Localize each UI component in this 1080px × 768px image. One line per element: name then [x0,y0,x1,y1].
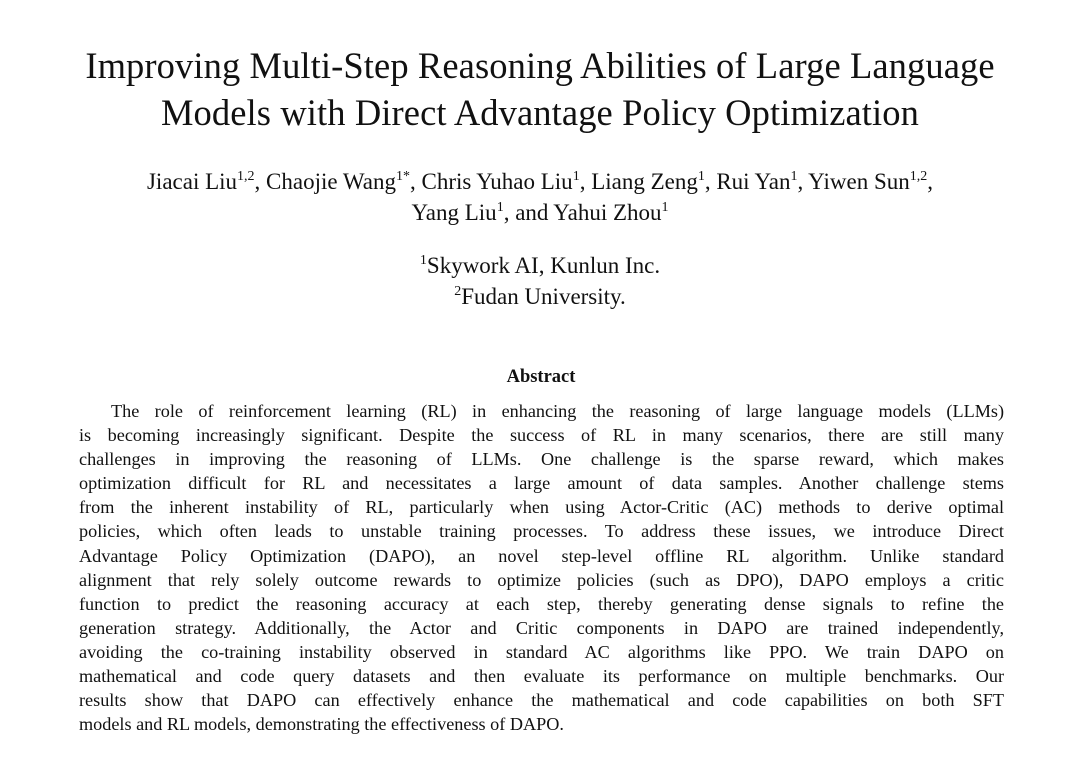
author-name: Yang Liu [411,200,497,225]
abstract-line: generation strategy. Additionally, the Actor and Critic components in DAPO are trained independently, [79,617,1004,638]
abstract-line: alignment that rely solely outcome rewards to optimize policies (such as DPO), DAPO employs a critic [79,569,1004,590]
author-affiliation-mark: 1 [661,200,669,215]
paper-title-line: Improving Multi-Step Reasoning Abilities of Large Language [85,45,995,86]
author-name: Jiacai Liu [146,169,238,194]
affiliation-name: Skywork AI, Kunlun Inc. [426,253,661,278]
author-separator: , [704,169,717,194]
author-affiliation-mark: 1,2 [909,169,928,184]
author-affiliation-mark: 1 [697,169,705,184]
abstract-line: results show that DAPO can effectively enhance the mathematical and code capabilities on both SFT [79,690,1004,711]
author-separator: , [797,169,809,194]
author-name: Yahui Zhou [553,200,662,225]
abstract-body [79,399,1004,736]
abstract-line: mathematical and code query datasets and then evaluate its performance on multiple benchmarks. Our [79,666,1004,687]
author-list [0,166,1080,228]
author-affiliation-mark: 1 [790,169,798,184]
author-line [0,197,1080,228]
affiliation-line [0,250,1080,281]
abstract-line: The role of reinforcement learning (RL) in enhancing the reasoning of large language models (LLMs) [111,401,1004,421]
abstract-line: optimization difficult for RL and necessitates a large amount of data samples. Another challenge stems [79,473,1004,494]
author-affiliation-mark: 1* [395,169,410,184]
abstract-line: from the inherent instability of RL, particularly when using Actor-Critic (AC) methods to derive optimal [79,497,1004,518]
abstract-line: Advantage Policy Optimization (DAPO), an novel step-level offline RL algorithm. Unlike standard [79,545,1004,566]
author-separator: , [254,169,267,194]
author-name: Chaojie Wang [266,169,396,194]
affiliation-mark: 1 [419,253,427,268]
author-name: Chris Yuhao Liu [421,169,573,194]
author-name: Rui Yan [716,169,791,194]
author-name: Liang Zeng [591,169,698,194]
author-name: Yiwen Sun [808,169,910,194]
abstract-line: policies, which often leads to unstable training processes. To address these issues, we introduce Direct [79,521,1004,542]
affiliation-mark: 2 [454,284,462,299]
author-separator: , [409,169,422,194]
author-separator: , [927,169,933,194]
abstract-line: challenges in improving the reasoning of LLMs. One challenge is the sparse reward, which makes [79,449,1004,470]
paper-title-line: Models with Direct Advantage Policy Optimization [161,92,919,133]
author-affiliation-mark: 1,2 [237,169,255,184]
abstract-line: avoiding the co-training instability observed in standard AC algorithms like PPO. We train DAPO on [79,641,1004,662]
affiliation-name: Fudan University. [461,284,626,309]
abstract-line: models and RL models, demonstrating the effectiveness of DAPO. [79,714,564,735]
author-line [0,166,1080,197]
affiliation-list [0,250,1080,312]
affiliation-line [0,281,1080,312]
abstract-line: is becoming increasingly significant. Despite the success of RL in many scenarios, there are still many [79,425,1004,446]
author-affiliation-mark: 1 [572,169,580,184]
abstract-heading: Abstract [506,367,576,387]
author-separator: , and [503,200,554,225]
author-affiliation-mark: 1 [496,200,504,215]
paper-title [0,42,1080,136]
abstract-line: function to predict the reasoning accuracy at each step, thereby generating dense signals to refine the [79,593,1004,614]
author-separator: , [579,169,592,194]
